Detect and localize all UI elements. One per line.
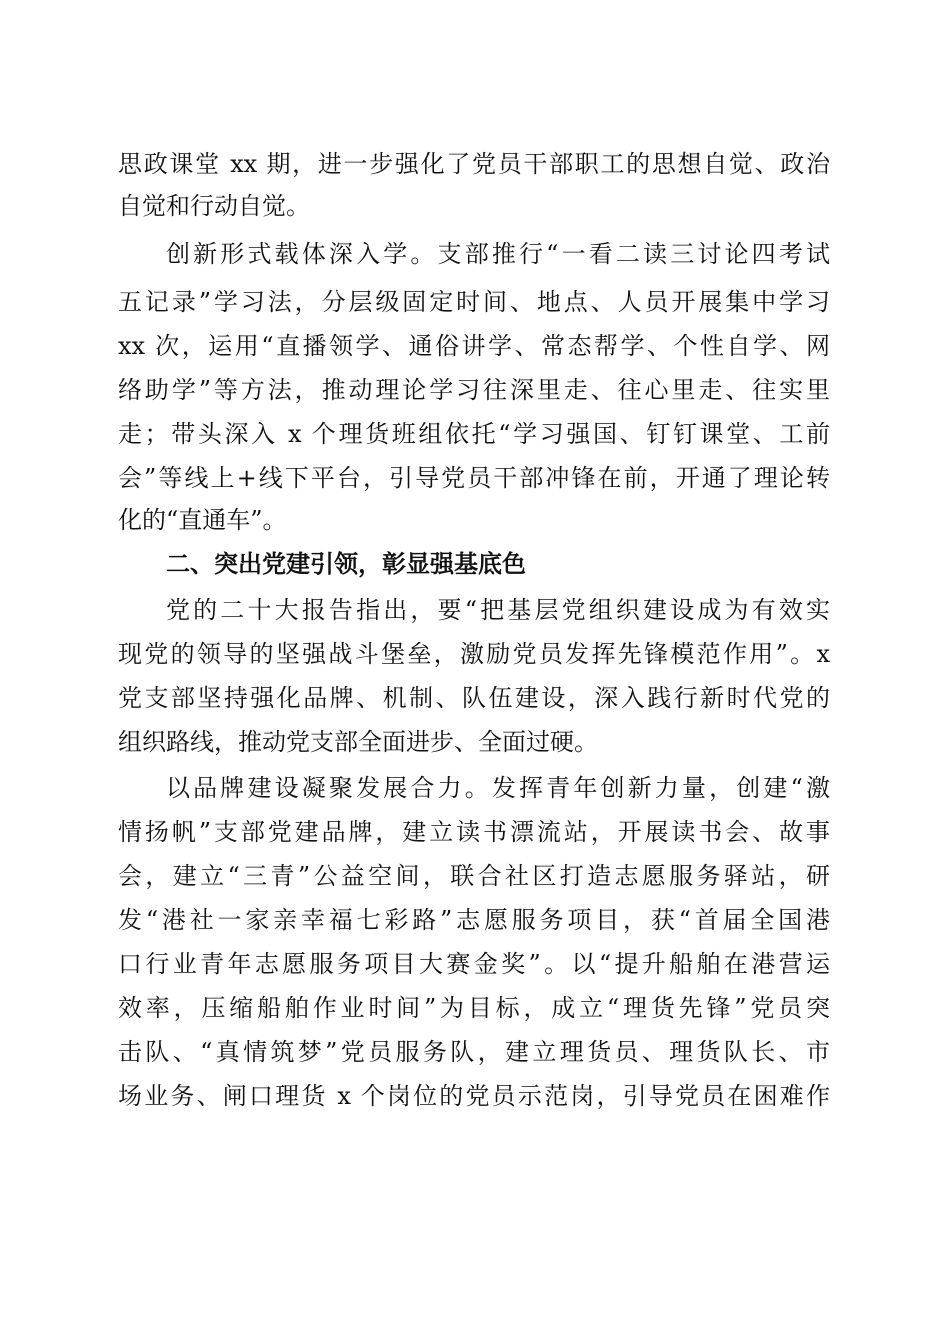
text-line: 走；带头深入 x 个理货班组依托“学习强国、钉钉课堂、工前 <box>118 420 830 448</box>
text-line: 发“港社一家亲幸福七彩路”志愿服务项目，获“首届全国港 <box>118 906 830 934</box>
paragraph-first-line: 创新形式载体深入学。支部推行“一看二读三讨论四考试 <box>166 240 830 268</box>
text-line: 自觉和行动自觉。 <box>118 192 310 220</box>
text-line: 场业务、闸口理货 x 个岗位的党员示范岗，引导党员在困难作 <box>118 1082 830 1110</box>
text-line: 现党的领导的坚强战斗堡垒，激励党员发挥先锋模范作用”。x <box>118 640 830 668</box>
text-line: 组织路线，推动党支部全面进步、全面过硬。 <box>118 728 598 756</box>
section-heading: 二、突出党建引领，彰显强基底色 <box>166 550 526 578</box>
text-line: 五记录”学习法，分层级固定时间、地点、人员开展集中学习 <box>118 288 830 316</box>
text-line: 会，建立“三青”公益空间，联合社区打造志愿服务驿站，研 <box>118 862 830 890</box>
paragraph-first-line: 以品牌建设凝聚发展合力。发挥青年创新力量，创建“激 <box>166 774 830 802</box>
text-line: 党支部坚持强化品牌、机制、队伍建设，深入践行新时代党的 <box>118 684 830 712</box>
text-line: 化的“直通车”。 <box>118 506 287 534</box>
text-line: 击队、“真情筑梦”党员服务队，建立理货员、理货队长、市 <box>118 1038 830 1066</box>
paragraph-first-line: 党的二十大报告指出，要“把基层党组织建设成为有效实 <box>166 596 830 624</box>
text-line: 思政课堂 xx 期，进一步强化了党员干部职工的思想自觉、政治 <box>118 150 830 178</box>
text-line: xx 次，运用“直播领学、通俗讲学、常态帮学、个性自学、网 <box>118 332 830 360</box>
text-line: 效率，压缩船舶作业时间”为目标，成立“理货先锋”党员突 <box>118 994 830 1022</box>
text-line: 会”等线上+线下平台，引导党员干部冲锋在前，开通了理论转 <box>118 464 830 492</box>
text-line: 情扬帆”支部党建品牌，建立读书漂流站，开展读书会、故事 <box>118 818 830 846</box>
text-line: 口行业青年志愿服务项目大赛金奖”。以“提升船舶在港营运 <box>118 950 830 978</box>
text-line: 络助学”等方法，推动理论学习往深里走、往心里走、往实里 <box>118 376 830 404</box>
